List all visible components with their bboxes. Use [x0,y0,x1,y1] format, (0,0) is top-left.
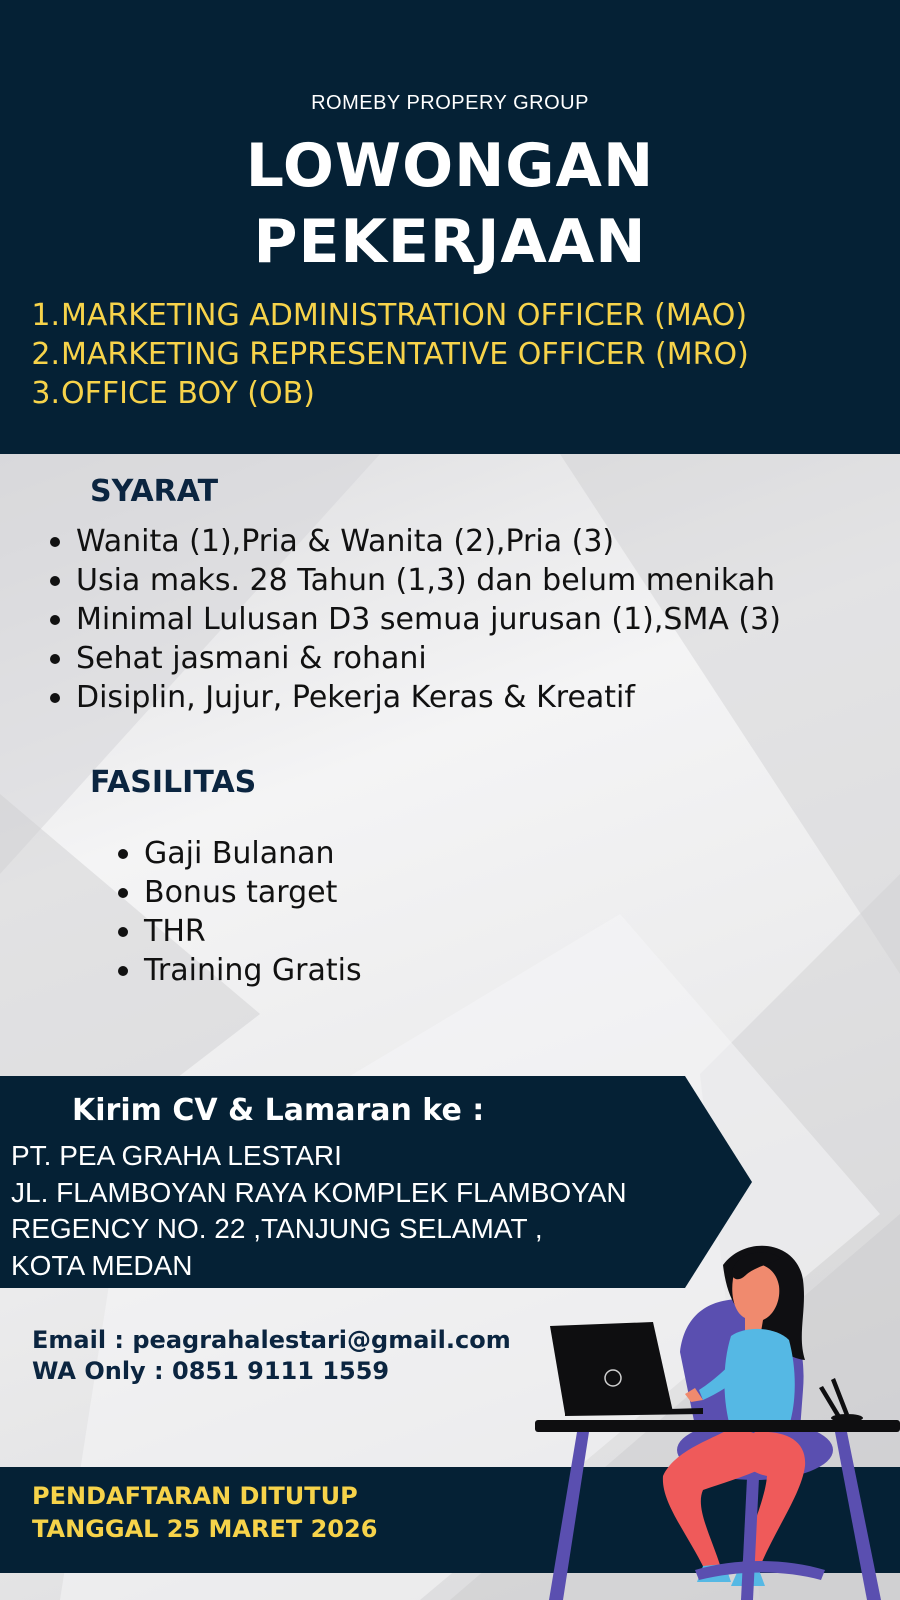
list-item-text: Bonus target [144,875,338,910]
list-item [50,561,781,600]
fasilitas-heading: FASILITAS [90,765,257,800]
job-number: 1. [31,298,60,333]
bullet-icon [118,966,128,976]
contact-info [32,1325,511,1387]
list-item-text: Gaji Bulanan [144,836,335,871]
deadline-text [32,1480,377,1546]
page-title [0,128,900,280]
address-line: KOTA MEDAN [11,1249,193,1281]
job-item [28,374,888,413]
syarat-heading: SYARAT [90,474,219,509]
title-line-1: LOWONGAN [245,131,655,201]
list-item [118,873,362,912]
bullet-icon [50,615,60,625]
job-item [28,296,888,335]
bullet-icon [50,576,60,586]
list-item-text: Minimal Lulusan D3 semua jurusan (1),SMA (3) [76,602,781,637]
job-title: MARKETING REPRESENTATIVE OFFICER (MRO) [61,337,749,372]
job-title: MARKETING ADMINISTRATION OFFICER (MAO) [61,298,748,333]
bullet-icon [118,927,128,937]
address-line: JL. FLAMBOYAN RAYA KOMPLEK FLAMBOYAN [11,1176,627,1208]
bullet-icon [118,849,128,859]
job-title: OFFICE BOY (OB) [61,376,315,411]
address-line: REGENCY NO. 22 ,TANJUNG SELAMAT , [11,1213,543,1244]
fasilitas-list [118,834,362,990]
list-item [50,522,781,561]
list-item [50,639,781,678]
title-line-2: PEKERJAAN [253,207,647,277]
deadline-line-1: PENDAFTARAN DITUTUP [32,1482,358,1510]
job-item [28,335,888,374]
list-item-text: Sehat jasmani & rohani [76,641,427,676]
list-item [50,678,781,717]
bullet-icon [50,537,60,547]
list-item-text: Wanita (1),Pria & Wanita (2),Pria (3) [76,524,615,559]
list-item [118,912,362,951]
list-item-text: THR [144,914,206,949]
email-text: Email : peagrahalestari@gmail.com [32,1326,511,1354]
list-item [50,600,781,639]
list-item [118,951,362,990]
company-name: ROMEBY PROPERY GROUP [311,92,589,114]
bullet-icon [118,888,128,898]
woman-working-on-laptop-illustration [535,1240,900,1600]
whatsapp-text: WA Only : 0851 9111 1559 [32,1357,390,1385]
bullet-icon [50,654,60,664]
list-item-text: Disiplin, Jujur, Pekerja Keras & Kreatif [76,680,635,715]
bullet-icon [50,693,60,703]
job-number: 3. [31,376,60,411]
list-item [118,834,362,873]
address-line: PT. PEA GRAHA LESTARI [11,1140,342,1171]
job-number: 2. [31,337,60,372]
syarat-list [50,522,781,717]
list-item-text: Training Gratis [144,953,362,988]
job-list [28,296,888,413]
application-heading: Kirim CV & Lamaran ke : [72,1093,485,1128]
list-item-text: Usia maks. 28 Tahun (1,3) dan belum menikah [76,563,776,598]
deadline-line-2: TANGGAL 25 MARET 2026 [32,1515,378,1543]
